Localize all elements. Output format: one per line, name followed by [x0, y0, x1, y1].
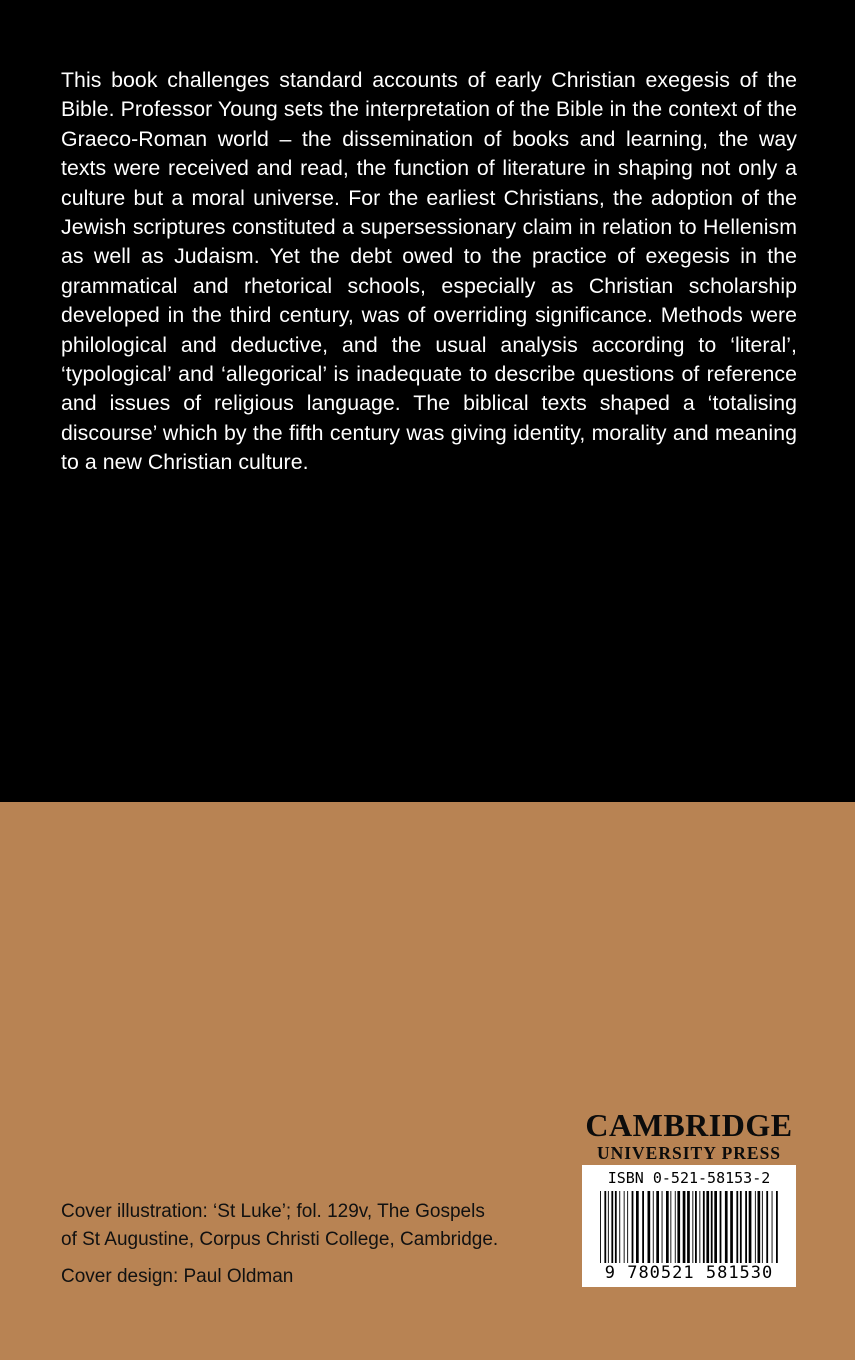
book-blurb: This book challenges standard accounts of early Christian exegesis of the Bible. Professor Young sets the interpretation of the Bible in the context of the Graeco-Roman world – the dissemination of books and learning, the way texts were received and read, the function of literature in shaping not only a culture but a moral universe. For the earliest Christians, the adoption of the Jewish scriptures constituted a supersessionary claim in relation to Hellenism as well as Judaism. Yet the debt owed to the practice of exegesis in the grammatical and rhetorical schools, especially as Christian scholarship developed in the third century, was of overriding significance. Methods were philological and deductive, and the usual analysis according to ‘literal’, ‘typological’ and ‘allegorical’ is inadequate to describe questions of reference and issues of religious language. The biblical texts shaped a ‘totalising discourse’ which by the fifth century was giving identity, morality and meaning to a new Christian culture. — [61, 68, 797, 475]
ean-number: 9 780521 581530 — [604, 1263, 774, 1283]
publisher-subtitle: UNIVERSITY PRESS — [596, 1143, 782, 1163]
isbn-label: ISBN 0-521-58153-2 — [607, 1169, 771, 1187]
illustration-credit-line-2: of St Augustine, Corpus Christi College, Cambridge. — [61, 1229, 499, 1250]
publisher-logo — [582, 1108, 796, 1163]
illustration-credit-line-1: Cover illustration: ‘St Luke’; fol. 129v, The Gospels — [61, 1201, 485, 1222]
cover-credits — [61, 1198, 498, 1291]
design-credit: Cover design: Paul Oldman — [61, 1266, 294, 1287]
barcode — [582, 1165, 796, 1287]
barcode-bars — [598, 1191, 780, 1263]
publisher-name: CAMBRIDGE — [585, 1107, 793, 1143]
